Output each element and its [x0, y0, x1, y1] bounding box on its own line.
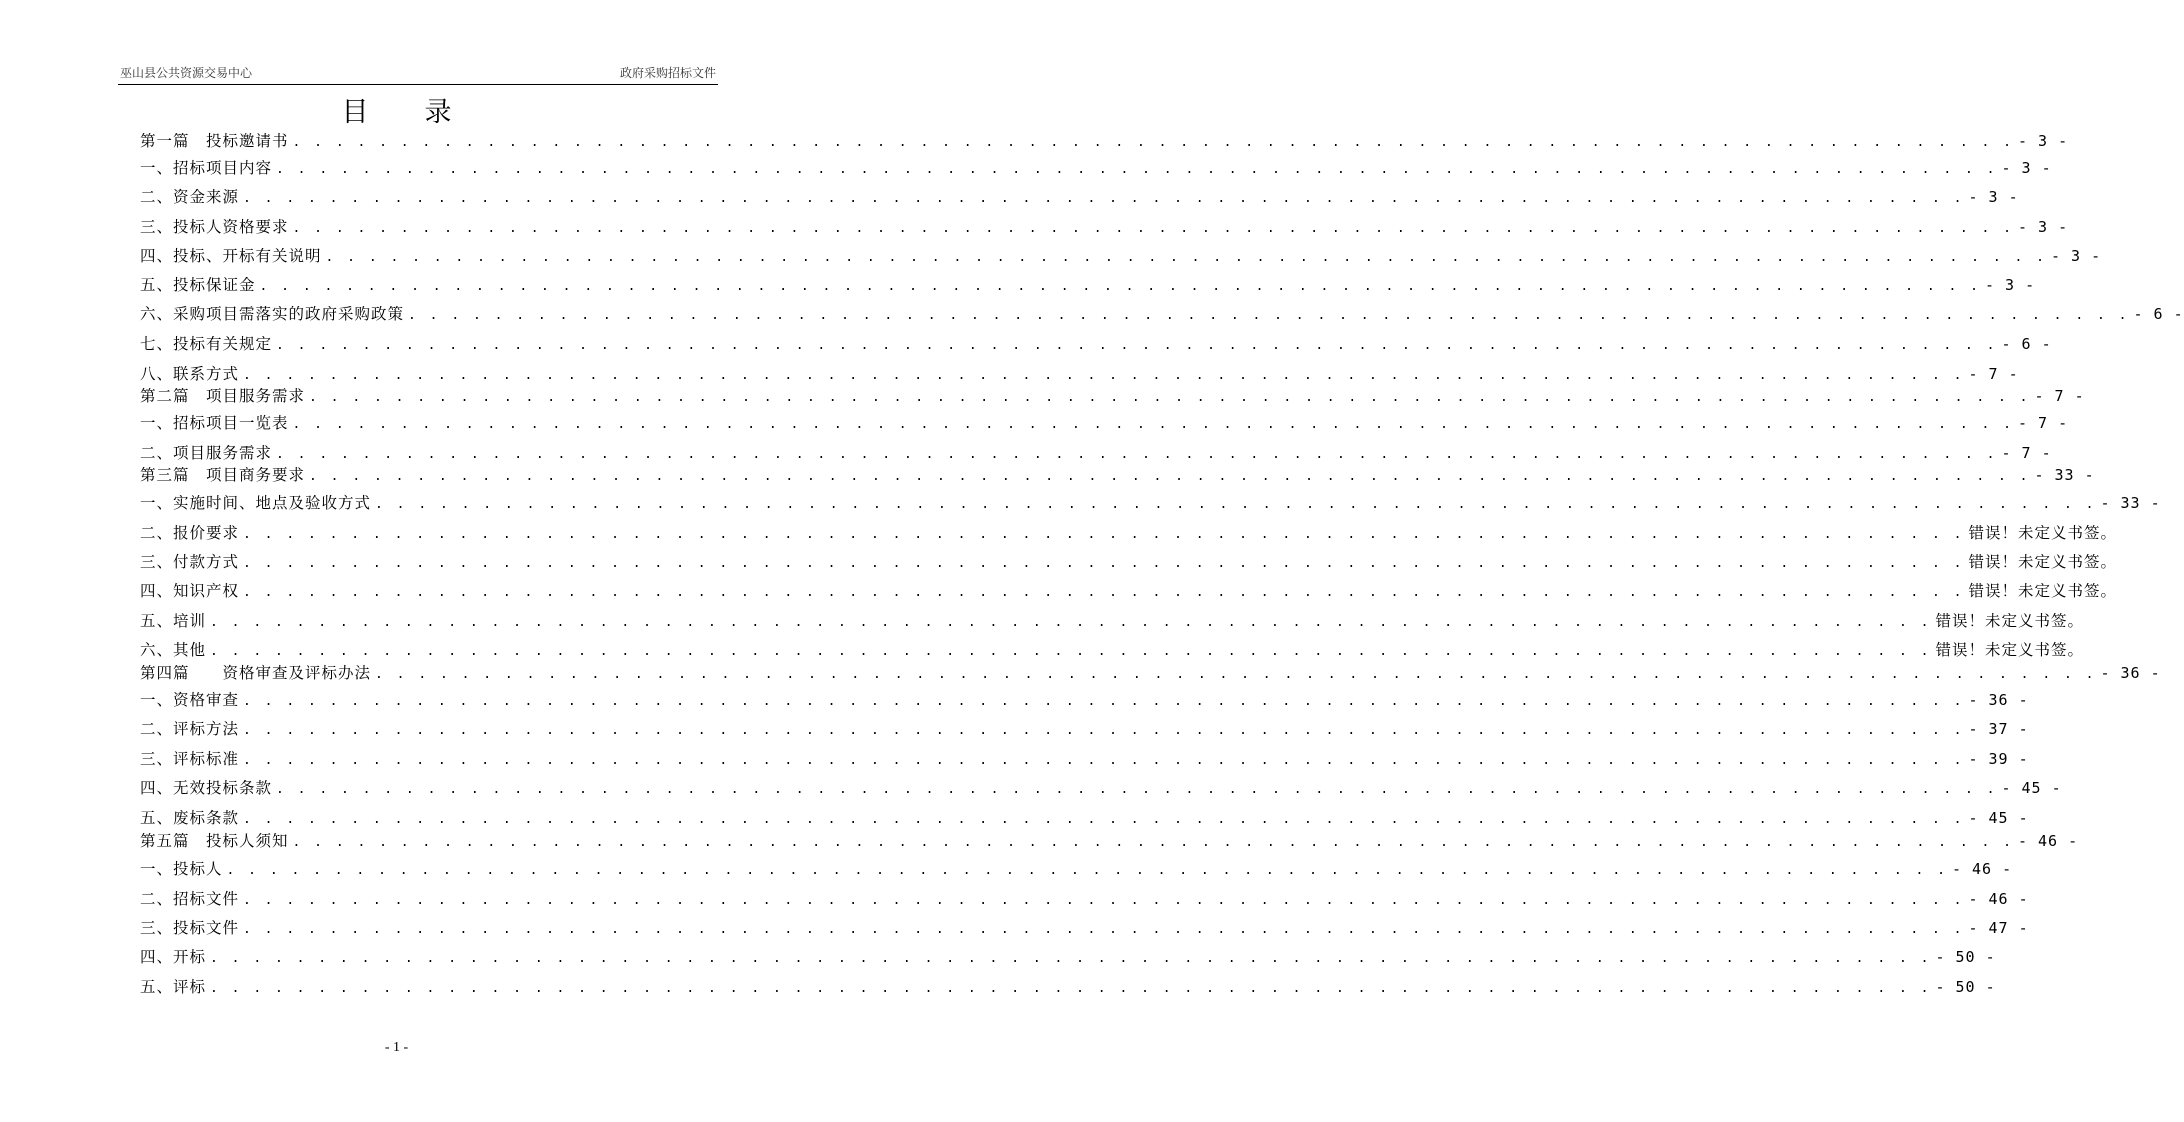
toc-dot-leader: . . . . . . . . . . . . . . . . . . . . . . . . . . . . . . . . . . . . . . . . . . . . . . . . . . . . . . . . . . . . . . . . . . . . . . . . . . . . . . . . — [408, 308, 2130, 323]
toc-dot-leader: . . . . . . . . . . . . . . . . . . . . . . . . . . . . . . . . . . . . . . . . . . . . . . . . . . . . . . . . . . . . . . . . . . . . . . . . . . . . . . . . — [292, 417, 2014, 432]
toc-entry[interactable] — [140, 363, 2019, 385]
toc-entry[interactable] — [140, 522, 2117, 544]
toc-entry-page: - 39 - — [1968, 750, 2029, 768]
toc-dot-leader: . . . . . . . . . . . . . . . . . . . . . . . . . . . . . . . . . . . . . . . . . . . . . . . . . . . . . . . . . . . . . . . . . . . . . . . . . . . . . . . . — [243, 922, 1965, 937]
toc-entry-label: 一、实施时间、地点及验收方式 — [140, 494, 372, 512]
toc-dot-leader: . . . . . . . . . . . . . . . . . . . . . . . . . . . . . . . . . . . . . . . . . . . . . . . . . . . . . . . . . . . . . . . . . . . . . . . . . . . . . . . . — [276, 782, 1998, 797]
toc-entry[interactable] — [140, 551, 2117, 573]
toc-entry[interactable] — [140, 385, 2085, 407]
toc-entry-page: - 47 - — [1968, 919, 2029, 937]
toc-dot-leader: . . . . . . . . . . . . . . . . . . . . . . . . . . . . . . . . . . . . . . . . . . . . . . . . . . . . . . . . . . . . . . . . . . . . . . . . . . . . . . . . — [375, 497, 2097, 512]
toc-entry[interactable] — [140, 976, 1996, 998]
toc-entry[interactable] — [140, 610, 2084, 632]
toc-entry-page: - 3 - — [2017, 132, 2069, 150]
toc-entry-label: 四、投标、开标有关说明 — [140, 247, 322, 265]
toc-dot-leader: . . . . . . . . . . . . . . . . . . . . . . . . . . . . . . . . . . . . . . . . . . . . . . . . . . . . . . . . . . . . . . . . . . . . . . . . . . . . . . . . — [243, 812, 1965, 827]
toc-entry-label: 六、采购项目需落实的政府采购政策 — [140, 305, 405, 323]
toc-entry[interactable] — [140, 186, 2019, 208]
toc-entry-page: - 7 - — [2001, 444, 2052, 462]
toc-entry-label: 第五篇 投标人须知 — [140, 832, 289, 850]
toc-entry-page: - 3 - — [2001, 159, 2052, 177]
header-organization: 巫山县公共资源交易中心 — [120, 66, 253, 80]
toc-entry-label: 五、投标保证金 — [140, 276, 256, 294]
toc-entry-label: 第三篇 项目商务要求 — [140, 466, 306, 484]
page-title: 目录 — [341, 97, 508, 128]
toc-dot-leader: . . . . . . . . . . . . . . . . . . . . . . . . . . . . . . . . . . . . . . . . . . . . . . . . . . . . . . . . . . . . . . . . . . . . . . . . . . . . . . . . — [210, 951, 1932, 966]
toc-entry-label: 二、招标文件 — [140, 890, 240, 908]
toc-entry[interactable] — [140, 718, 2029, 740]
toc-entry-page: - 6 - — [2001, 335, 2052, 353]
toc-entry-page: - 3 - — [1968, 188, 2019, 206]
toc-entry-page: - 36 - — [2100, 664, 2161, 682]
toc-dot-leader: . . . . . . . . . . . . . . . . . . . . . . . . . . . . . . . . . . . . . . . . . . . . . . . . . . . . . . . . . . . . . . . . . . . . . . . . . . . . . . . . — [243, 694, 1965, 709]
toc-entry[interactable] — [140, 274, 2036, 296]
toc-entry-page: 错误！未定义书签。 — [1935, 641, 2084, 659]
toc-entry[interactable] — [140, 333, 2052, 355]
toc-entry-label: 五、培训 — [140, 612, 207, 630]
page-header — [118, 64, 718, 85]
toc-entry-label: 四、无效投标条款 — [140, 779, 273, 797]
toc-dot-leader: . . . . . . . . . . . . . . . . . . . . . . . . . . . . . . . . . . . . . . . . . . . . . . . . . . . . . . . . . . . . . . . . . . . . . . . . . . . . . . . . — [210, 644, 1932, 659]
toc-entry-page: - 7 - — [1968, 365, 2019, 383]
toc-entry[interactable] — [140, 412, 2069, 434]
toc-dot-leader: . . . . . . . . . . . . . . . . . . . . . . . . . . . . . . . . . . . . . . . . . . . . . . . . . . . . . . . . . . . . . . . . . . . . . . . . . . . . . . . . — [243, 527, 1965, 542]
toc-entry-label: 三、评标标准 — [140, 750, 240, 768]
toc-entry-label: 五、评标 — [140, 978, 207, 996]
toc-entry[interactable] — [140, 830, 2079, 852]
toc-dot-leader: . . . . . . . . . . . . . . . . . . . . . . . . . . . . . . . . . . . . . . . . . . . . . . . . . . . . . . . . . . . . . . . . . . . . . . . . . . . . . . . . — [292, 835, 2014, 850]
toc-entry-page: - 50 - — [1935, 978, 1996, 996]
toc-entry[interactable] — [140, 807, 2029, 829]
toc-entry-label: 七、投标有关规定 — [140, 335, 273, 353]
toc-entry-page: - 45 - — [1968, 809, 2029, 827]
toc-entry[interactable] — [140, 946, 1996, 968]
toc-dot-leader: . . . . . . . . . . . . . . . . . . . . . . . . . . . . . . . . . . . . . . . . . . . . . . . . . . . . . . . . . . . . . . . . . . . . . . . . . . . . . . . . — [226, 863, 1948, 878]
toc-entry-label: 第二篇 项目服务需求 — [140, 387, 306, 405]
toc-dot-leader: . . . . . . . . . . . . . . . . . . . . . . . . . . . . . . . . . . . . . . . . . . . . . . . . . . . . . . . . . . . . . . . . . . . . . . . . . . . . . . . . — [276, 162, 1998, 177]
toc-entry[interactable] — [140, 777, 2062, 799]
toc-entry-label: 一、投标人 — [140, 860, 223, 878]
toc-entry-label: 一、招标项目一览表 — [140, 414, 289, 432]
toc-entry-page: - 37 - — [1968, 720, 2029, 738]
toc-dot-leader: . . . . . . . . . . . . . . . . . . . . . . . . . . . . . . . . . . . . . . . . . . . . . . . . . . . . . . . . . . . . . . . . . . . . . . . . . . . . . . . . — [210, 981, 1932, 996]
toc-entry-label: 第一篇 投标邀请书 — [140, 132, 289, 150]
toc-dot-leader: . . . . . . . . . . . . . . . . . . . . . . . . . . . . . . . . . . . . . . . . . . . . . . . . . . . . . . . . . . . . . . . . . . . . . . . . . . . . . . . . — [243, 556, 1965, 571]
toc-entry-page: - 7 - — [2034, 387, 2085, 405]
toc-entry[interactable] — [140, 303, 2184, 325]
toc-entry-label: 二、评标方法 — [140, 720, 240, 738]
toc-dot-leader: . . . . . . . . . . . . . . . . . . . . . . . . . . . . . . . . . . . . . . . . . . . . . . . . . . . . . . . . . . . . . . . . . . . . . . . . . . . . . . . . — [243, 753, 1965, 768]
toc-entry-page: 错误！未定义书签。 — [1935, 612, 2084, 630]
toc-entry-page: - 3 - — [2050, 247, 2102, 265]
toc-entry[interactable] — [140, 748, 2029, 770]
toc-dot-leader: . . . . . . . . . . . . . . . . . . . . . . . . . . . . . . . . . . . . . . . . . . . . . . . . . . . . . . . . . . . . . . . . . . . . . . . . . . . . . . . . — [325, 250, 2047, 265]
toc-dot-leader: . . . . . . . . . . . . . . . . . . . . . . . . . . . . . . . . . . . . . . . . . . . . . . . . . . . . . . . . . . . . . . . . . . . . . . . . . . . . . . . . — [309, 469, 2031, 484]
toc-entry-label: 三、付款方式 — [140, 553, 240, 571]
toc-dot-leader: . . . . . . . . . . . . . . . . . . . . . . . . . . . . . . . . . . . . . . . . . . . . . . . . . . . . . . . . . . . . . . . . . . . . . . . . . . . . . . . . — [243, 893, 1965, 908]
toc-entry-page: - 33 - — [2100, 494, 2161, 512]
toc-dot-leader: . . . . . . . . . . . . . . . . . . . . . . . . . . . . . . . . . . . . . . . . . . . . . . . . . . . . . . . . . . . . . . . . . . . . . . . . . . . . . . . . — [375, 667, 2097, 682]
toc-entry[interactable] — [140, 442, 2052, 464]
toc-entry-label: 三、投标人资格要求 — [140, 218, 289, 236]
toc-entry-page: 错误！未定义书签。 — [1968, 553, 2117, 571]
toc-entry-page: - 46 - — [1968, 890, 2029, 908]
toc-entry[interactable] — [140, 157, 2052, 179]
toc-entry-label: 一、招标项目内容 — [140, 159, 273, 177]
toc-entry-page: - 46 - — [1951, 860, 2013, 878]
toc-entry-label: 四、开标 — [140, 948, 207, 966]
toc-entry[interactable] — [140, 689, 2029, 711]
toc-entry[interactable] — [140, 130, 2069, 152]
toc-dot-leader: . . . . . . . . . . . . . . . . . . . . . . . . . . . . . . . . . . . . . . . . . . . . . . . . . . . . . . . . . . . . . . . . . . . . . . . . . . . . . . . . — [309, 390, 2031, 405]
toc-entry-page: - 50 - — [1935, 948, 1996, 966]
toc-entry-page: - 36 - — [1968, 691, 2029, 709]
toc-entry-label: 五、废标条款 — [140, 809, 240, 827]
toc-dot-leader: . . . . . . . . . . . . . . . . . . . . . . . . . . . . . . . . . . . . . . . . . . . . . . . . . . . . . . . . . . . . . . . . . . . . . . . . . . . . . . . . — [210, 615, 1932, 630]
toc-entry-label: 三、投标文件 — [140, 919, 240, 937]
toc-entry[interactable] — [140, 639, 2084, 661]
toc-dot-leader: . . . . . . . . . . . . . . . . . . . . . . . . . . . . . . . . . . . . . . . . . . . . . . . . . . . . . . . . . . . . . . . . . . . . . . . . . . . . . . . . — [276, 338, 1998, 353]
toc-entry-label: 四、知识产权 — [140, 582, 240, 600]
toc-entry[interactable] — [140, 888, 2029, 910]
toc-entry-page: - 7 - — [2017, 414, 2069, 432]
toc-entry[interactable] — [140, 917, 2029, 939]
toc-entry-page: - 3 - — [2017, 218, 2069, 236]
toc-entry[interactable] — [140, 858, 2013, 880]
toc-dot-leader: . . . . . . . . . . . . . . . . . . . . . . . . . . . . . . . . . . . . . . . . . . . . . . . . . . . . . . . . . . . . . . . . . . . . . . . . . . . . . . . . — [292, 221, 2014, 236]
toc-dot-leader: . . . . . . . . . . . . . . . . . . . . . . . . . . . . . . . . . . . . . . . . . . . . . . . . . . . . . . . . . . . . . . . . . . . . . . . . . . . . . . . . — [292, 135, 2014, 150]
toc-entry[interactable] — [140, 216, 2069, 238]
page-number: - 1 - — [384, 1040, 409, 1055]
toc-entry-label: 第四篇 资格审查及评标办法 — [140, 664, 372, 682]
toc-dot-leader: . . . . . . . . . . . . . . . . . . . . . . . . . . . . . . . . . . . . . . . . . . . . . . . . . . . . . . . . . . . . . . . . . . . . . . . . . . . . . . . . — [259, 279, 1981, 294]
toc-entry[interactable] — [140, 245, 2102, 267]
toc-entry-label: 八、联系方式 — [140, 365, 240, 383]
toc-entry[interactable] — [140, 464, 2095, 486]
toc-entry-page: - 6 - — [2133, 305, 2184, 323]
toc-entry-label: 六、其他 — [140, 641, 207, 659]
toc-entry-page: - 45 - — [2001, 779, 2062, 797]
toc-entry-page: - 46 - — [2017, 832, 2079, 850]
toc-entry-page: - 3 - — [1984, 276, 2036, 294]
toc-entry-page: 错误！未定义书签。 — [1968, 524, 2117, 542]
toc-dot-leader: . . . . . . . . . . . . . . . . . . . . . . . . . . . . . . . . . . . . . . . . . . . . . . . . . . . . . . . . . . . . . . . . . . . . . . . . . . . . . . . . — [243, 723, 1965, 738]
toc-entry-label: 二、项目服务需求 — [140, 444, 273, 462]
toc-entry[interactable] — [140, 662, 2161, 684]
toc-entry-page: - 33 - — [2034, 466, 2095, 484]
toc-entry-label: 二、资金来源 — [140, 188, 240, 206]
toc-entry[interactable] — [140, 580, 2117, 602]
toc-entry-page: 错误！未定义书签。 — [1968, 582, 2117, 600]
toc-dot-leader: . . . . . . . . . . . . . . . . . . . . . . . . . . . . . . . . . . . . . . . . . . . . . . . . . . . . . . . . . . . . . . . . . . . . . . . . . . . . . . . . — [276, 447, 1998, 462]
header-document-type: 政府采购招标文件 — [619, 66, 716, 80]
toc-entry-label: 二、报价要求 — [140, 524, 240, 542]
toc-entry-label: 一、资格审查 — [140, 691, 240, 709]
toc-dot-leader: . . . . . . . . . . . . . . . . . . . . . . . . . . . . . . . . . . . . . . . . . . . . . . . . . . . . . . . . . . . . . . . . . . . . . . . . . . . . . . . . — [243, 368, 1965, 383]
toc-dot-leader: . . . . . . . . . . . . . . . . . . . . . . . . . . . . . . . . . . . . . . . . . . . . . . . . . . . . . . . . . . . . . . . . . . . . . . . . . . . . . . . . — [243, 585, 1965, 600]
toc-entry[interactable] — [140, 492, 2161, 514]
toc-dot-leader: . . . . . . . . . . . . . . . . . . . . . . . . . . . . . . . . . . . . . . . . . . . . . . . . . . . . . . . . . . . . . . . . . . . . . . . . . . . . . . . . — [243, 191, 1965, 206]
